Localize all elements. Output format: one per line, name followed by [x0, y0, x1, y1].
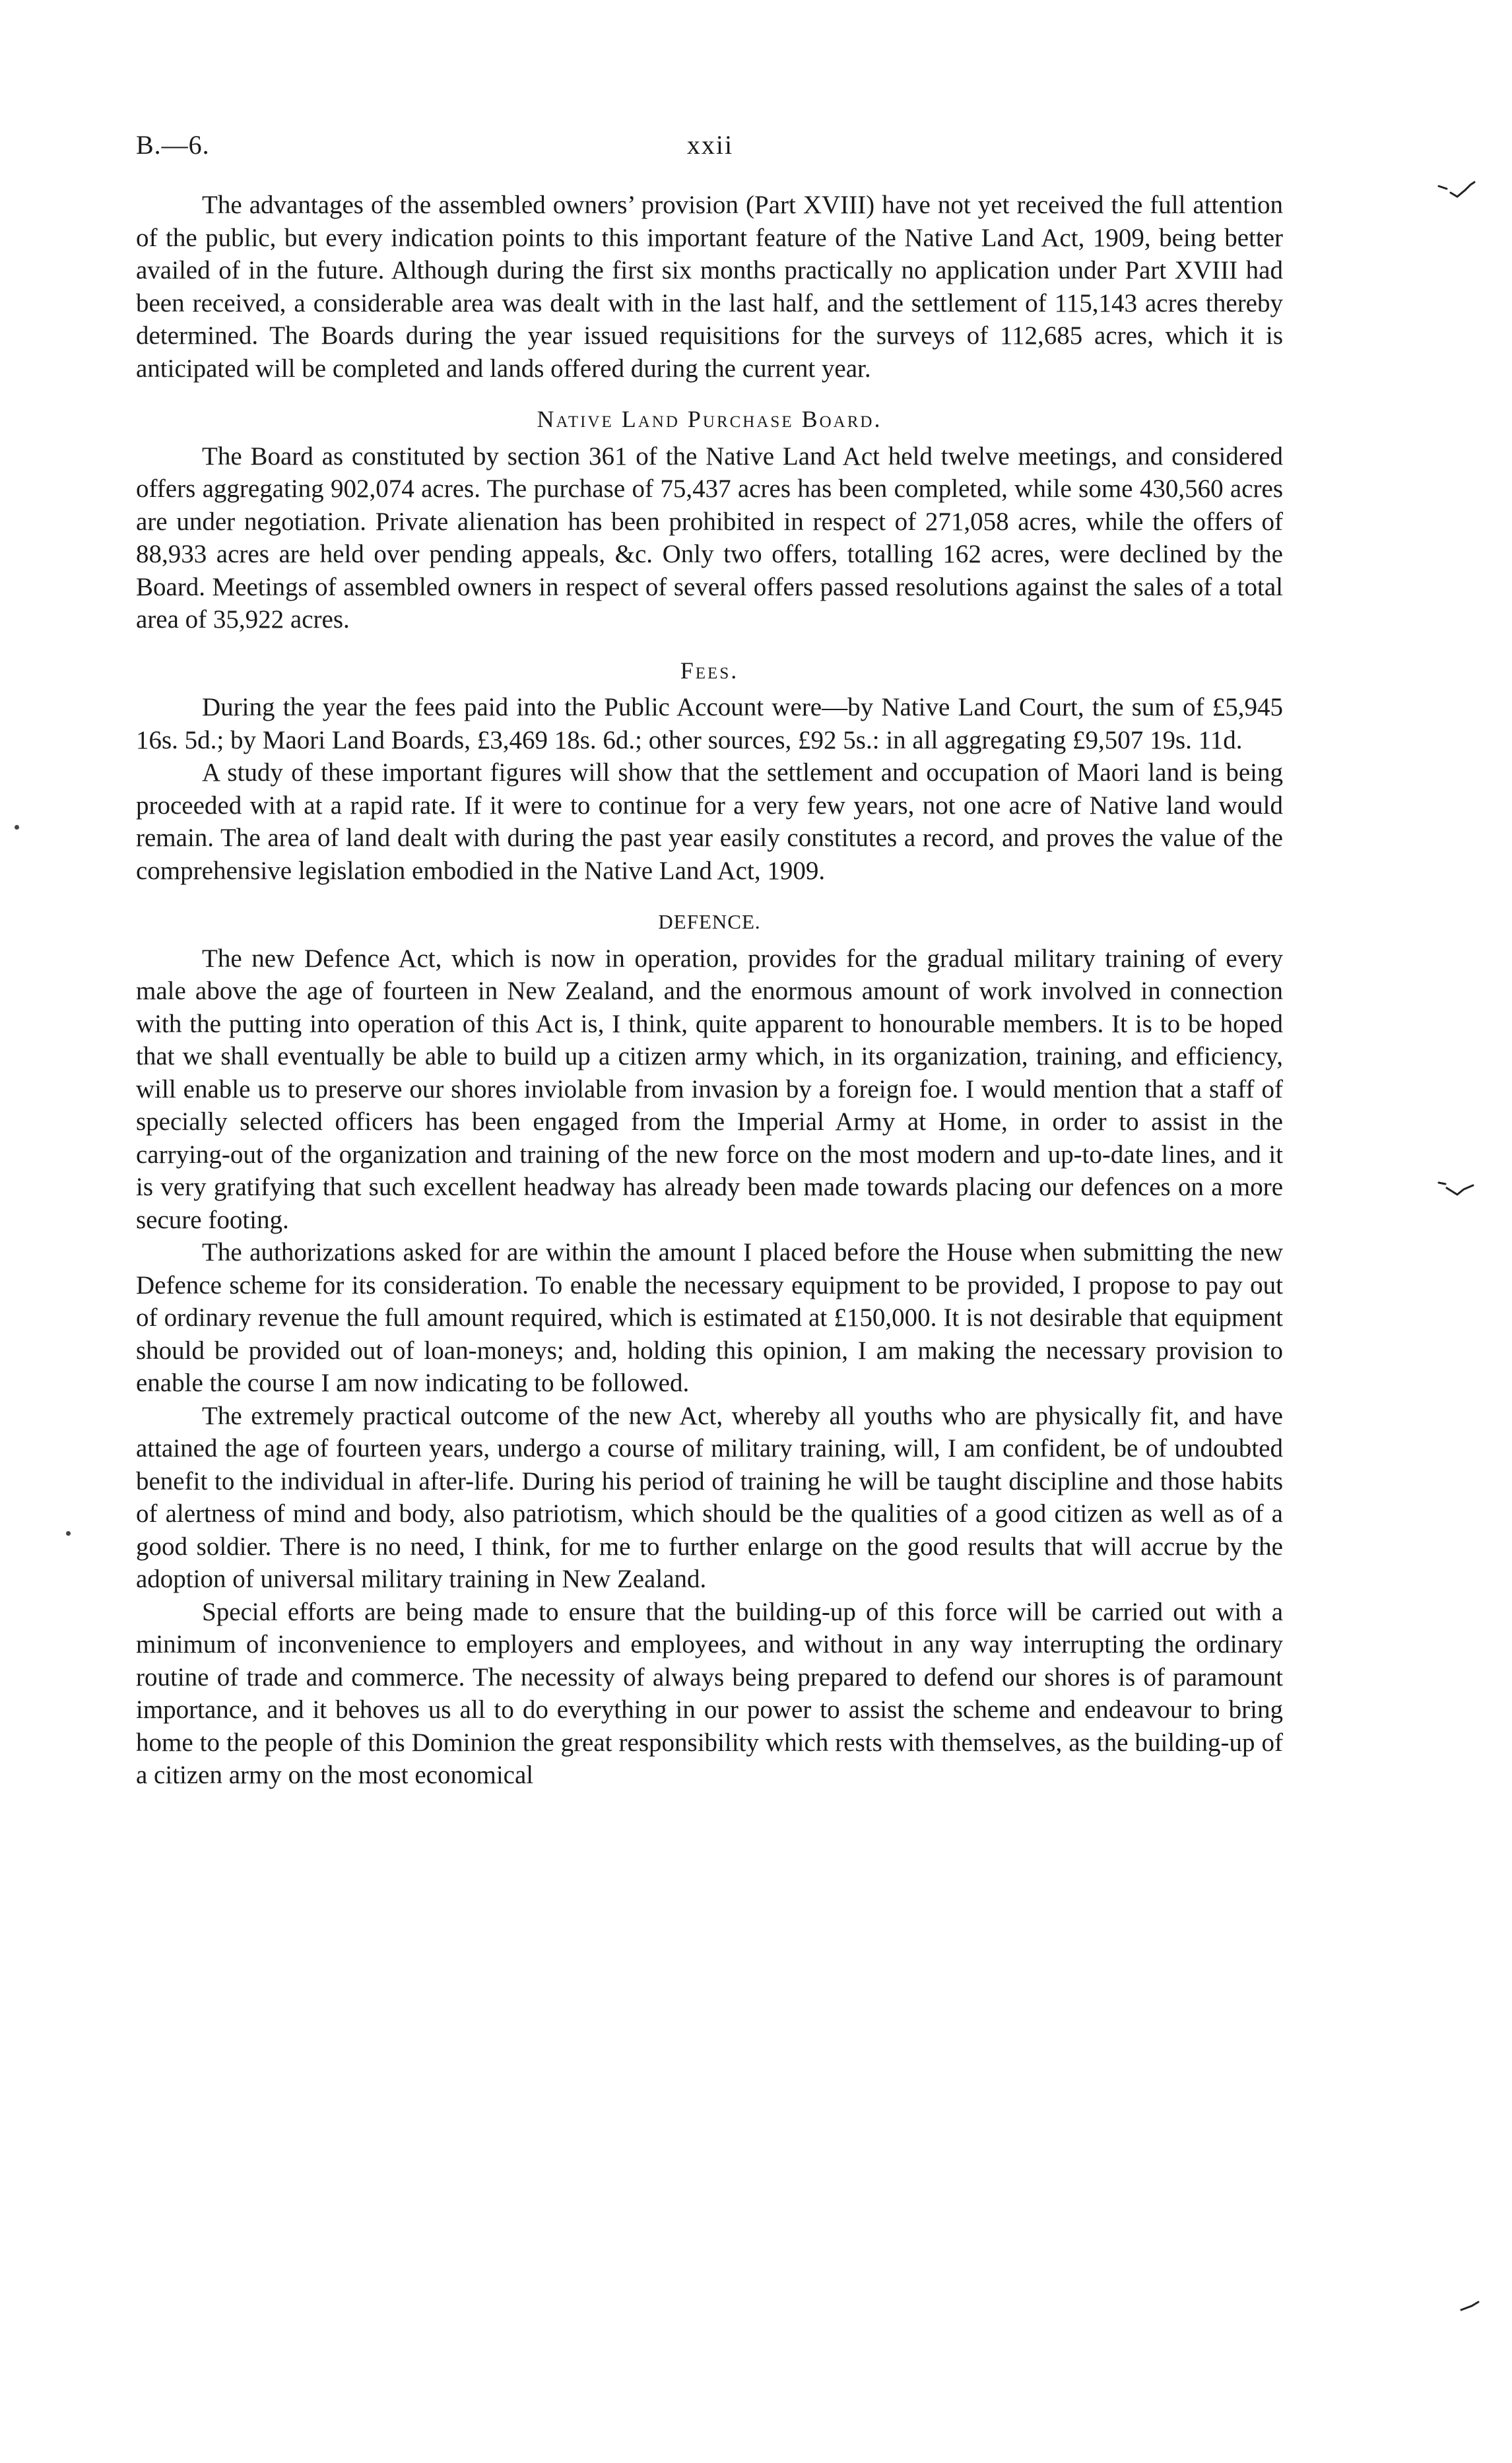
- margin-dot-mark: [66, 1531, 71, 1536]
- defence-paragraph-2: The authorizations asked for are within the amount I placed before the House when submitting the new Defence scheme for its consideration. To enable the necessary equipment to be provided, I propose to pay out of ordinary revenue the full amount required, which is estimated at £150,000. It is not desirable that equipment should be provided out of loan-moneys; and, holding this opinion, I am making the necessary provision to enable the course I am now indicating to be followed.: [136, 1238, 1283, 1397]
- page-number: xxii: [686, 130, 734, 160]
- intro-paragraph: The advantages of the assembled owners’ provision (Part XVIII) have not yet received the full attention of the public, but every indication points to this important feature of the Native Land Act, 1909, being better availed of in the future. Although during the first six months practically no application under Part XVIII had been received, a considerable area was dealt with in the last half, and the settlement of 115,143 acres thereby determined. The Boards during the year issued requisitions for the surveys of 112,685 acres, which it is anticipated will be completed and lands offered during the current year.: [136, 191, 1283, 383]
- margin-scan-mark-icon: [1437, 177, 1484, 203]
- defence-paragraph-4: Special efforts are being made to ensure that the building-up of this force will be carried out with a minimum of inconvenience to employers and employees, and without in any way interrupting the ordinary routine of trade and commerce. The necessity of always being prepared to defend our shores is of paramount importance, and it behoves us all to do everything in our power to assist the scheme and endeavour to bring home to the people of this Dominion the great responsibility which rests with themselves, as the building-up of a citizen army on the most economical: [136, 1597, 1283, 1789]
- margin-scan-mark-icon: [1459, 2290, 1505, 2316]
- fees-paragraph-1: During the year the fees paid into the Public Account were—by Native Land Court, the sum of £5,945 16s. 5d.; by Maori Land Boards, £3,469 18s. 6d.; other sources, £92 5s.: in all aggregating £9,507 19s. 11d.: [136, 693, 1283, 754]
- body-text: [136, 189, 1283, 1792]
- defence-paragraph-3: The extremely practical outcome of the new Act, whereby all youths who are physically fit, and have attained the age of fourteen years, undergo a course of military training, will, I am confident, be of undoubted benefit to the individual in after-life. During his period of training he will be taught discipline and those habits of alertness of mind and body, also patriotism, which should be the qualities of a good citizen as well as of a good soldier. There is no need, I think, for me to further enlarge on the good results that will accrue by the adoption of universal military training in New Zealand.: [136, 1401, 1283, 1593]
- margin-scan-mark-icon: [1437, 1179, 1484, 1205]
- section-heading-fees: Fees.: [680, 657, 739, 684]
- fees-paragraph-2: A study of these important figures will show that the settlement and occupation of Maori land is being proceeded with at a rapid rate. If it were to continue for a very few years, not one acre of Native land would remain. The area of land dealt with during the past year easily constitutes a record, and proves the value of the comprehensive legislation embodied in the Native Land Act, 1909.: [136, 758, 1283, 885]
- margin-dot-mark: [15, 825, 19, 830]
- section-heading-native-land-purchase-board: Native Land Purchase Board.: [537, 406, 882, 432]
- native-land-purchase-board-paragraph: The Board as constituted by section 361 of the Native Land Act held twelve meetings, and considered offers aggregating 902,074 acres. The purchase of 75,437 acres has been completed, while some 430,560 acres are under negotiation. Private alienation has been prohibited in respect of 271,058 acres, while the offers of 88,933 acres are held over pending appeals, &c. Only two offers, totalling 162 acres, were declined by the Board. Meetings of assembled owners in respect of several offers passed resolutions against the sales of a total area of 35,922 acres.: [136, 442, 1283, 634]
- document-reference: B.—6.: [136, 130, 210, 160]
- defence-paragraph-1: The new Defence Act, which is now in operation, provides for the gradual military training of every male above the age of fourteen in New Zealand, and the enormous amount of work involved in connection with the putting into operation of this Act is, I think, quite apparent to honourable members. It is to be hoped that we shall eventually be able to build up a citizen army which, in its organization, training, and efficiency, will enable us to preserve our shores inviolable from invasion by a foreign foe. I would mention that a staff of specially selected officers has been engaged from the Imperial Army at Home, in order to assist in the carrying-out of the organization and training of the new force on the most modern and up-to-date lines, and it is very gratifying that such excellent headway has already been made towards placing our defences on a more secure footing.: [136, 944, 1283, 1234]
- page-header: [136, 129, 1284, 162]
- section-heading-defence: DEFENCE.: [658, 910, 761, 933]
